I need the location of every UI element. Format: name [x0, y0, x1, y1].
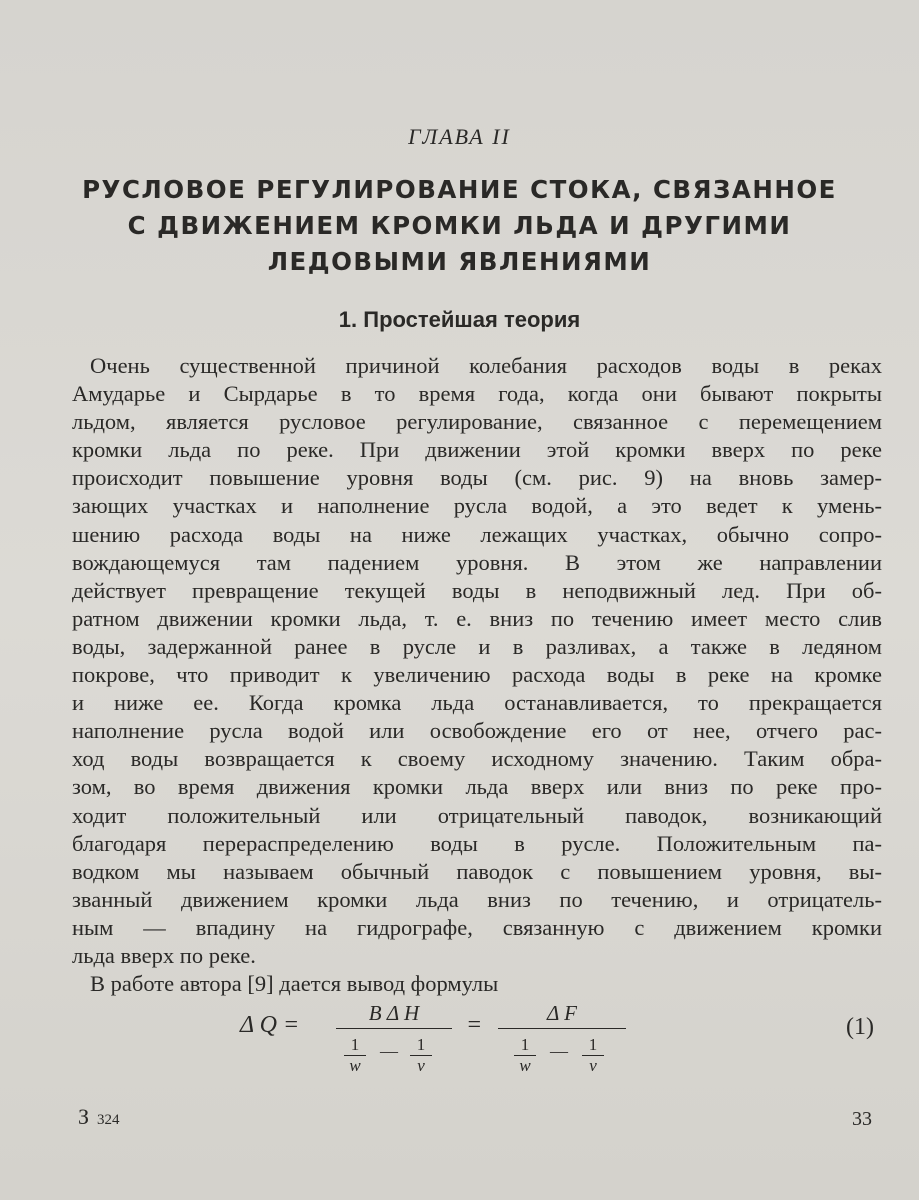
section-heading: 1. Простейшая теория	[338, 307, 581, 332]
text-line: ным — впадину на гидрографе, связанную с движением кромки	[72, 914, 882, 940]
text-line: Очень существенной причиной колебания расходов воды в реках	[90, 353, 882, 378]
equation-number: (1)	[846, 1014, 874, 1040]
fraction-2-denominator	[498, 1029, 626, 1081]
sub-numerator: 1	[520, 1035, 530, 1054]
text-line: льда вверх по реке.	[72, 942, 256, 968]
text-line: званный движением кромки льда вниз по течению, и отрицатель-	[72, 886, 882, 912]
text-line: Амударье и Сырдарье в то время года, когда они бывают покрыты	[72, 381, 882, 407]
formula-equals: =	[466, 1012, 483, 1038]
sub-fraction	[344, 1035, 366, 1076]
sub-fraction	[514, 1035, 536, 1076]
page-number: 33	[852, 1108, 872, 1130]
minus-sign: —	[380, 1041, 398, 1061]
text-line: В работе автора [9] дается вывод формулы	[90, 971, 499, 997]
title-line: С ДВИЖЕНИЕМ КРОМКИ ЛЬДА И ДРУГИМИ	[127, 211, 792, 240]
text-line: шению расхода воды на ниже лежащих участках, обычно сопро-	[72, 521, 882, 547]
title-line: ЛЕДОВЫМИ ЯВЛЕНИЯМИ	[267, 247, 652, 276]
text-line: ход воды возвращается к своему исходному значению. Таким обра-	[72, 746, 882, 772]
fraction-1-denominator	[336, 1029, 452, 1081]
sub-denominator: v	[410, 1055, 432, 1076]
sub-denominator: w	[514, 1055, 536, 1076]
text-line: зающих участках и наполнение русла водой, а это ведет к умень-	[72, 493, 882, 519]
fraction-2	[498, 1000, 626, 1081]
sub-numerator: 1	[350, 1035, 360, 1054]
text-line: зом, во время движения кромки льда вверх или вниз по реке про-	[72, 774, 882, 800]
text-line: покрове, что приводит к увеличению расхода воды в реке на кромке	[72, 662, 882, 688]
text-line: ходит положительный или отрицательный паводок, возникающий	[72, 802, 882, 828]
fraction-1-numerator: B Δ H	[368, 1001, 420, 1025]
sub-fraction	[410, 1035, 432, 1076]
text-line: действует превращение текущей воды в неподвижный лед. При об-	[72, 577, 882, 603]
fraction-2-numerator: Δ F	[546, 1001, 578, 1025]
text-line: наполнение русла водой или освобождение его от нее, отчего рас-	[72, 718, 882, 744]
sub-denominator: w	[344, 1055, 366, 1076]
formula	[240, 996, 640, 1086]
chapter-title	[40, 172, 879, 280]
text-line: кромки льда по реке. При движении этой кромки вверх по реке	[72, 437, 882, 463]
text-line: вождающемуся там падением уровня. В этом же направлении	[72, 549, 882, 575]
printer-signature	[78, 1104, 120, 1130]
fraction-1	[336, 1000, 452, 1081]
sub-denominator: v	[582, 1055, 604, 1076]
chapter-heading: ГЛАВА II	[408, 124, 511, 149]
formula-lhs: Δ Q =	[240, 1012, 300, 1038]
text-line: происходит повышение уровня воды (см. рис. 9) на вновь замер-	[72, 465, 882, 491]
text-line: ратном движении кромки льда, т. е. вниз по течению имеет место слив	[72, 605, 882, 631]
sub-numerator: 1	[588, 1035, 598, 1054]
signature-letter: З	[78, 1104, 90, 1129]
body-text	[72, 352, 882, 998]
minus-sign: —	[550, 1041, 568, 1061]
text-line: благодаря перераспределению воды в русле. Положительным па-	[72, 830, 882, 856]
text-line: воды, задержанной ранее в русле и в разливах, а также в ледяном	[72, 633, 882, 659]
sub-numerator: 1	[416, 1035, 426, 1054]
text-line: и ниже ее. Когда кромка льда останавливается, то прекращается	[72, 690, 882, 716]
sub-fraction	[582, 1035, 604, 1076]
text-line: водком мы называем обычный паводок с повышением уровня, вы-	[72, 858, 882, 884]
signature-code: 324	[97, 1112, 120, 1128]
title-line: РУСЛОВОЕ РЕГУЛИРОВАНИЕ СТОКА, СВЯЗАННОЕ	[82, 175, 837, 204]
text-line: льдом, является русловое регулирование, связанное с перемещением	[72, 409, 882, 435]
